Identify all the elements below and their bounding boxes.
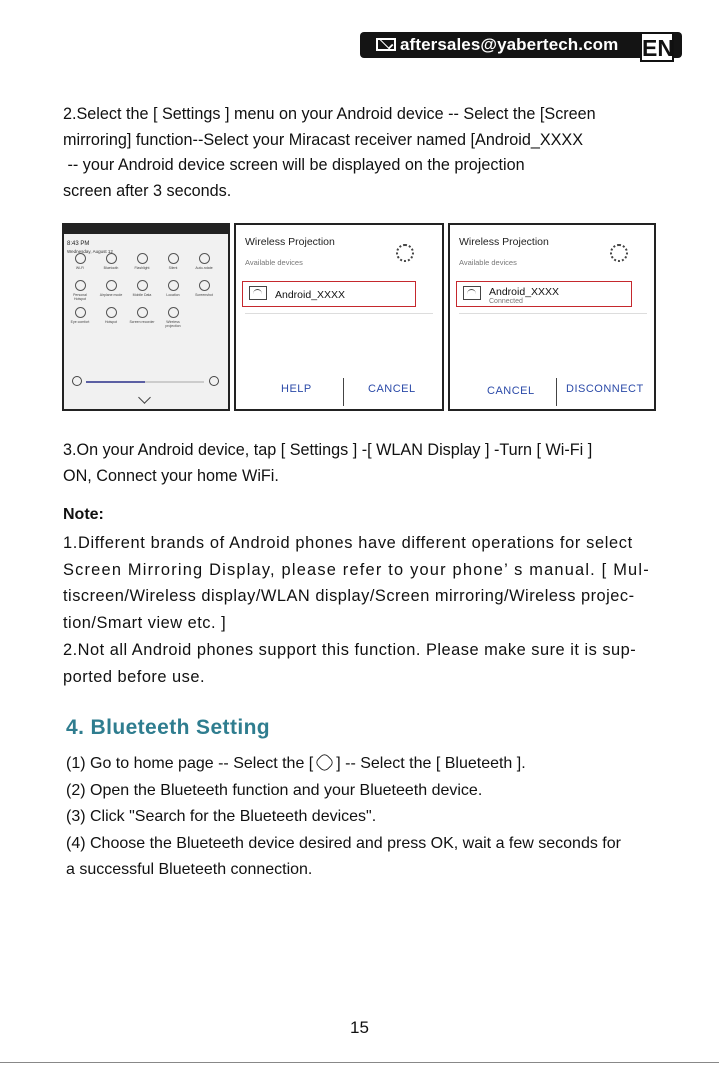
quick-tile (129, 307, 155, 331)
dialog-subtitle: Available devices (245, 258, 303, 267)
brightness-level (86, 381, 145, 383)
tile-icon (75, 280, 86, 291)
tile-icon (199, 280, 210, 291)
step-3-line: 3.On your Android device, tap [ Settings ] -[ WLAN Display ] -Turn [ Wi-Fi ] (63, 441, 593, 459)
bluetooth-step: (4) Choose the Blueteeth device desired and press OK, wait a few seconds for (66, 834, 621, 852)
device-status: Connected (489, 298, 523, 305)
quick-tile (129, 280, 155, 304)
language-badge: EN (640, 32, 674, 62)
dialog-subtitle: Available devices (459, 258, 517, 267)
mail-icon (376, 38, 396, 51)
dialog-title: Wireless Projection (459, 236, 549, 248)
quick-tile (67, 280, 93, 304)
note-line: 2.Not all Android phones support this function. Please make sure it is sup- (63, 640, 637, 659)
dialog-title: Wireless Projection (245, 236, 335, 248)
step-2-line: mirroring] function--Select your Miracast receiver named [Android_XXXX (63, 130, 584, 149)
tile-label: Location (166, 293, 180, 297)
quick-tile (98, 280, 124, 304)
note-line: Screen Mirroring Display, please refer to your phone’ s manual. [ Mul- (63, 560, 650, 579)
page-number: 15 (350, 1018, 369, 1037)
step-3-line: ON, Connect your home WiFi. (63, 466, 279, 485)
tile-icon (168, 307, 179, 318)
chevron-down-icon (138, 391, 151, 404)
quick-tile (98, 253, 124, 277)
tile-icon (75, 307, 86, 318)
tile-label: Wi-Fi (75, 266, 85, 270)
device-name: Android_XXXX (489, 286, 560, 298)
tile-icon (106, 280, 117, 291)
note-line: ported before use. (63, 667, 206, 686)
help-button: HELP (281, 383, 312, 395)
tile-label: Bluetooth (103, 266, 119, 270)
quick-tile (191, 280, 217, 304)
footer-rule (0, 1062, 719, 1063)
step-3-text (63, 438, 663, 489)
bluetooth-step: (2) Open the Blueteeth function and your Blueteeth device. (66, 781, 483, 799)
phone-date: Wednesday, August 12 (67, 249, 113, 254)
quick-tile (67, 307, 93, 331)
wireless-projection-dialog (234, 223, 444, 411)
tile-label: Wireless projection (165, 320, 181, 328)
contact-email: aftersales@yabertech.com (400, 35, 619, 54)
quick-settings-screenshot (62, 223, 230, 411)
step-2-text (63, 102, 673, 204)
device-name: Android_XXXX (275, 289, 346, 301)
note-line: tiscreen/Wireless display/WLAN display/Screen mirroring/Wireless projec- (63, 587, 635, 606)
bluetooth-step: a successful Blueteeth connection. (66, 861, 313, 878)
tile-label: Mobile Data (132, 293, 152, 297)
button-separator (343, 378, 344, 406)
tile-icon (199, 253, 210, 264)
tile-label: Eye comfort (70, 320, 90, 324)
brightness-high-icon (209, 376, 219, 386)
disconnect-button: DISCONNECT (566, 383, 644, 395)
settings-icon (315, 752, 335, 772)
tile-label: Auto-rotate (195, 266, 213, 270)
quick-tile (67, 253, 93, 277)
tile-icon (168, 280, 179, 291)
cancel-button: CANCEL (368, 383, 416, 395)
note-line: 1.Different brands of Android phones have different operations for select (63, 534, 633, 552)
tile-icon (168, 253, 179, 264)
tile-icon (75, 253, 86, 264)
quick-tile (160, 307, 186, 331)
status-bar (64, 225, 228, 234)
wireless-projection-connected-dialog (448, 223, 656, 411)
divider (459, 313, 647, 314)
note-body (63, 530, 657, 690)
quick-tile (129, 253, 155, 277)
tile-label: Flashlight (134, 266, 150, 270)
device-item (242, 281, 416, 307)
cancel-button: CANCEL (487, 385, 535, 397)
step-2-line: -- your Android device screen will be displayed on the projection (63, 156, 525, 174)
quick-tile (160, 280, 186, 304)
tile-label: Silent (168, 266, 178, 270)
bluetooth-step: (3) Click "Search for the Blueteeth devices". (66, 808, 377, 825)
step-2-line: screen after 3 seconds. (63, 181, 232, 200)
tile-label: Personal Hotspot (73, 293, 87, 301)
step-text: (1) Go to home page -- Select the [ (66, 755, 314, 772)
bluetooth-step (66, 751, 666, 778)
tile-icon (137, 253, 148, 264)
tile-label: Screen recorder (129, 320, 155, 324)
brightness-slider (86, 381, 204, 383)
tile-icon (137, 307, 148, 318)
note-line: tion/Smart view etc. ] (63, 614, 227, 633)
quick-tile (98, 307, 124, 331)
quick-tile (160, 253, 186, 277)
note-heading: Note: (63, 506, 104, 523)
bluetooth-steps (66, 751, 666, 884)
tile-label: Screenshot (195, 293, 213, 297)
device-item-connected (456, 281, 632, 307)
tile-label: Airplane mode (99, 293, 123, 297)
loading-spinner-icon (396, 244, 414, 262)
contact-badge (360, 32, 682, 61)
button-separator (556, 378, 557, 406)
tile-icon (137, 280, 148, 291)
phone-time: 8:43 PM (67, 241, 90, 247)
quick-tile (191, 253, 217, 277)
loading-spinner-icon (610, 244, 628, 262)
wireless-display-icon (249, 286, 267, 300)
brightness-low-icon (72, 376, 82, 386)
tile-icon (106, 307, 117, 318)
divider (245, 313, 433, 314)
section-heading: 4. Blueteeth Setting (66, 716, 271, 739)
step-2-line: 2.Select the [ Settings ] menu on your Android device -- Select the [Screen (63, 105, 596, 123)
tile-label: Hotspot (104, 320, 118, 324)
tile-icon (106, 253, 117, 264)
wireless-display-icon (463, 286, 481, 300)
step-text: ] -- Select the [ Blueteeth ]. (336, 755, 526, 772)
